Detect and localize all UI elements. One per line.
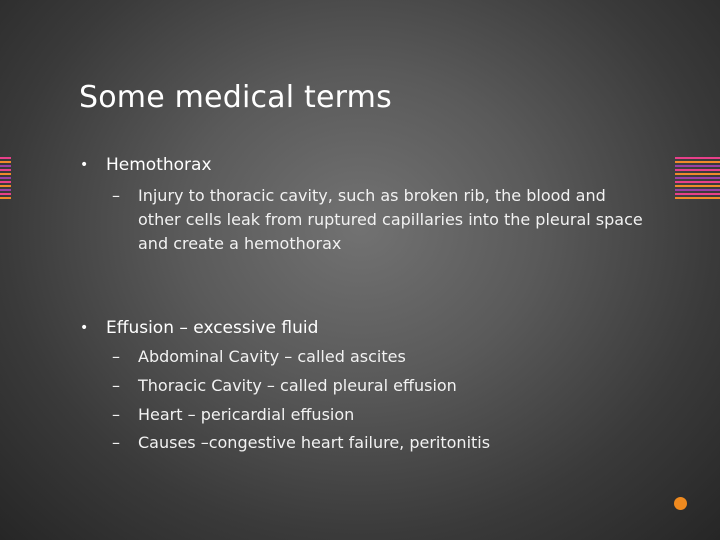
- dash-icon: –: [112, 347, 120, 366]
- left-stripe-decoration: [0, 157, 11, 201]
- bullet-label: Effusion – excessive fluid: [106, 318, 319, 338]
- dash-icon: –: [112, 376, 120, 395]
- subitem-text: Thoracic Cavity – called pleural effusion: [138, 376, 457, 395]
- subitem-hemothorax-description: [112, 184, 652, 256]
- subitem-text: Injury to thoracic cavity, such as broken rib, the blood and other cells leak from ruptured capillaries into the pleural space and create a hemothorax: [138, 186, 643, 253]
- subitem-text: Abdominal Cavity – called ascites: [138, 347, 406, 366]
- bullet-label: Hemothorax: [106, 155, 212, 175]
- accent-dot-icon: [674, 497, 687, 510]
- subitem-heart: [112, 405, 354, 424]
- subitem-abdominal-cavity: [112, 347, 406, 366]
- subitem-text: Heart – pericardial effusion: [138, 405, 355, 424]
- subitem-text: Causes –congestive heart failure, peritonitis: [138, 433, 491, 452]
- dash-icon: –: [112, 405, 120, 424]
- dash-icon: –: [112, 433, 120, 452]
- dash-icon: –: [112, 186, 120, 205]
- bullet-dot-icon: •: [80, 157, 89, 173]
- right-stripe-decoration: [675, 157, 720, 201]
- bullet-dot-icon: •: [80, 320, 89, 336]
- subitem-thoracic-cavity: [112, 376, 457, 395]
- bullet-effusion: [80, 318, 318, 338]
- slide-title: Some medical terms: [79, 80, 392, 115]
- bullet-hemothorax: [80, 155, 212, 175]
- subitem-causes: [112, 433, 490, 452]
